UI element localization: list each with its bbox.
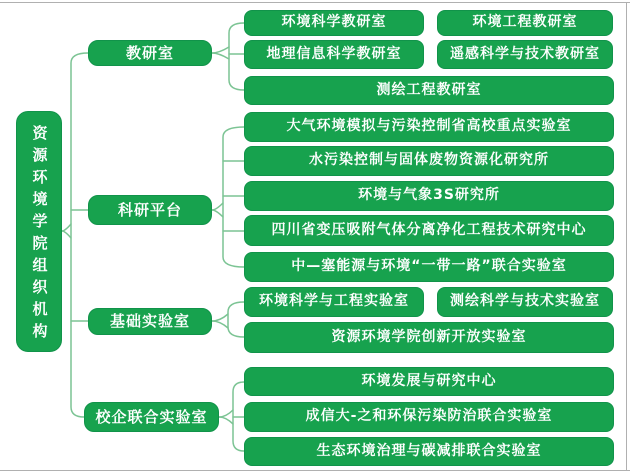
frame-border-bottom <box>0 470 630 471</box>
leaf-node[interactable]: 环境与气象3S研究所 <box>244 181 614 211</box>
root-node[interactable]: 资源环境学院组织机构 <box>16 111 62 352</box>
leaf-node[interactable]: 四川省变压吸附气体分离净化工程技术研究中心 <box>244 215 614 246</box>
leaf-node[interactable]: 资源环境学院创新开放实验室 <box>244 322 614 353</box>
branch-node-joint-labs[interactable]: 校企联合实验室 <box>84 402 219 432</box>
leaf-node[interactable]: 环境科学与工程实验室 <box>244 287 424 317</box>
leaf-node[interactable]: 环境发展与研究中心 <box>244 367 614 396</box>
branch-node-teaching-offices[interactable]: 教研室 <box>88 40 212 66</box>
leaf-node[interactable]: 测绘科学与技术实验室 <box>437 287 613 317</box>
leaf-node[interactable]: 环境工程教研室 <box>437 10 613 36</box>
frame-border-right <box>626 2 627 471</box>
leaf-node[interactable]: 成信大-之和环保污染防治联合实验室 <box>244 402 614 432</box>
leaf-node[interactable]: 中—塞能源与环境“一带一路”联合实验室 <box>244 252 614 282</box>
leaf-node[interactable]: 生态环境治理与碳减排联合实验室 <box>244 437 614 466</box>
leaf-node[interactable]: 水污染控制与固体废物资源化研究所 <box>244 146 614 176</box>
leaf-node[interactable]: 环境科学教研室 <box>244 10 424 36</box>
leaf-node[interactable]: 地理信息科学教研室 <box>244 40 424 69</box>
branch-node-basic-labs[interactable]: 基础实验室 <box>88 308 212 335</box>
branch-node-research-platforms[interactable]: 科研平台 <box>88 195 212 225</box>
leaf-node[interactable]: 测绘工程教研室 <box>244 76 614 105</box>
frame-border-top <box>0 2 630 3</box>
leaf-node[interactable]: 大气环境模拟与污染控制省高校重点实验室 <box>244 112 614 142</box>
leaf-node[interactable]: 遥感科学与技术教研室 <box>437 40 613 69</box>
